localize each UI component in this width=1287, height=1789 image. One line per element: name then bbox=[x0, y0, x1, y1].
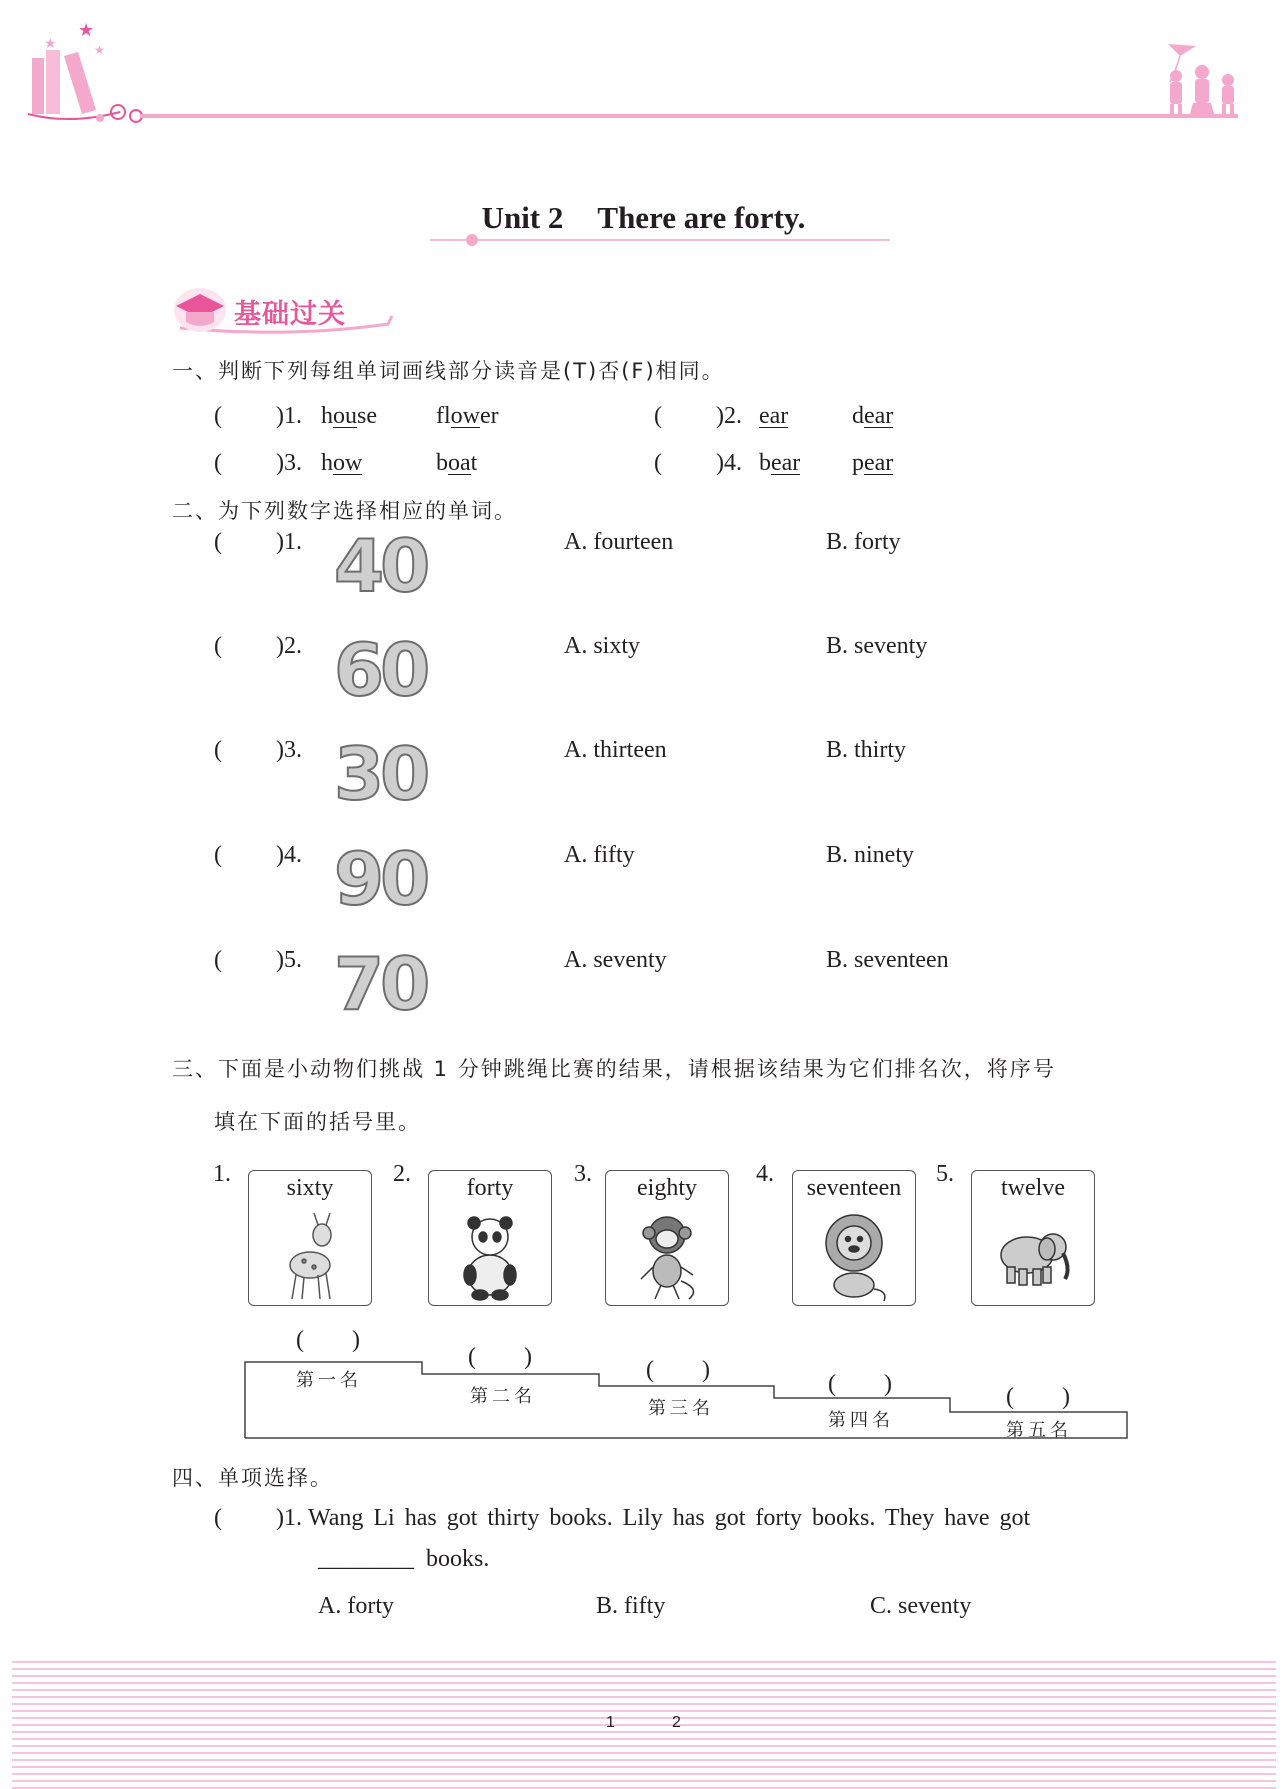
part4-option-a[interactable]: A. forty bbox=[318, 1593, 394, 1619]
answer-blank[interactable]: ( bbox=[214, 947, 222, 973]
part2-list bbox=[0, 524, 1287, 1028]
part3-heading-cont: 填在下面的括号里。 bbox=[214, 1110, 421, 1134]
option-a[interactable]: A. fifty bbox=[564, 842, 635, 868]
option-b[interactable]: B. ninety bbox=[826, 842, 914, 868]
number-graphic: 90 bbox=[334, 837, 427, 921]
answer-blank[interactable]: ( bbox=[654, 403, 662, 429]
animal-word: twelve bbox=[1001, 1175, 1065, 1201]
animal-word: sixty bbox=[286, 1175, 334, 1201]
animal-word: forty bbox=[466, 1175, 514, 1201]
podium-rank-3: 第三名 bbox=[648, 1398, 714, 1419]
answer-blank[interactable]: ( bbox=[214, 633, 222, 659]
answer-blank[interactable]: ( bbox=[214, 842, 222, 868]
number-graphic: 70 bbox=[334, 942, 427, 1026]
podium-rank-2: 第二名 bbox=[470, 1386, 536, 1407]
part4-question-1: ( )1. Wang Li has got thirty books. Lily has got forty books. They have got bbox=[214, 1505, 1031, 1531]
answer-blank[interactable]: ( bbox=[214, 529, 222, 555]
animal-word: eighty bbox=[637, 1175, 697, 1201]
part1-item-2: ( )2. ear dear bbox=[654, 403, 894, 429]
podium-blank-5[interactable]: ( ) bbox=[1006, 1384, 1070, 1410]
animal-card-1 bbox=[248, 1170, 372, 1306]
part2-item-3: ( )3. 30 A. thirteen B. thirty bbox=[214, 732, 907, 816]
footer-band bbox=[12, 1656, 1276, 1789]
part3-heading: 三、下面是小动物们挑战 1 分钟跳绳比赛的结果，请根据该结果为它们排名次，将序号 bbox=[172, 1057, 1056, 1081]
part1-item-3: ( )3. how boat bbox=[214, 450, 478, 476]
animal-num-5: 5. bbox=[936, 1161, 954, 1187]
part2-heading: 二、为下列数字选择相应的单词。 bbox=[172, 499, 517, 523]
number-graphic: 40 bbox=[334, 524, 427, 608]
option-a[interactable]: A. fourteen bbox=[564, 529, 674, 555]
answer-blank[interactable]: ( bbox=[214, 737, 222, 763]
answer-blank[interactable]: ( bbox=[214, 1505, 222, 1531]
option-b[interactable]: B. seventy bbox=[826, 633, 928, 659]
option-b[interactable]: B. forty bbox=[826, 529, 901, 555]
question-text: Wang Li has got thirty books. Lily has got forty books. They have got bbox=[308, 1505, 1031, 1531]
section-banner bbox=[170, 282, 400, 334]
monkey-icon bbox=[627, 1209, 707, 1301]
panda-icon bbox=[450, 1209, 530, 1301]
podium-blank-3[interactable]: ( ) bbox=[646, 1357, 710, 1383]
part4-option-c[interactable]: C. seventy bbox=[870, 1593, 972, 1619]
animal-num-2: 2. bbox=[393, 1161, 411, 1187]
section-banner-text: 基础过关 bbox=[234, 299, 346, 330]
title-text: There are forty. bbox=[597, 200, 806, 235]
option-b[interactable]: B. seventeen bbox=[826, 947, 949, 973]
part2-item-5: ( )5. 70 A. seventy B. seventeen bbox=[214, 942, 949, 1026]
svg-text:★: ★ bbox=[94, 43, 105, 57]
option-a[interactable]: A. seventy bbox=[564, 947, 667, 973]
fill-blank[interactable]: ________ bbox=[318, 1546, 414, 1572]
svg-text:★: ★ bbox=[78, 20, 95, 40]
answer-blank[interactable]: ( bbox=[214, 403, 222, 429]
podium-blank-1[interactable]: ( ) bbox=[296, 1327, 360, 1353]
animal-card-3 bbox=[605, 1170, 729, 1306]
page-number-right: 2 bbox=[672, 1714, 681, 1731]
option-a[interactable]: A. sixty bbox=[564, 633, 641, 659]
animal-card-4 bbox=[792, 1170, 916, 1306]
option-a[interactable]: A. thirteen bbox=[564, 737, 667, 763]
number-graphic: 30 bbox=[334, 732, 427, 816]
part4-option-b[interactable]: B. fifty bbox=[596, 1593, 666, 1619]
answer-blank[interactable]: ( bbox=[214, 450, 222, 476]
svg-text:★: ★ bbox=[44, 37, 57, 52]
part4-question-1-line2: ________ books. bbox=[318, 1546, 490, 1572]
title-underline bbox=[430, 232, 890, 248]
animal-word: seventeen bbox=[806, 1175, 902, 1201]
animal-num-3: 3. bbox=[574, 1161, 592, 1187]
part4-heading: 四、单项选择。 bbox=[172, 1466, 333, 1490]
answer-blank[interactable]: ( bbox=[654, 450, 662, 476]
animal-card-5 bbox=[971, 1170, 1095, 1306]
animal-num-1: 1. bbox=[213, 1161, 231, 1187]
children-kite-icon bbox=[1168, 44, 1234, 114]
part1-item-1: ( )1. house flower bbox=[214, 403, 499, 429]
animal-card-2 bbox=[428, 1170, 552, 1306]
podium-rank-5: 第五名 bbox=[1006, 1420, 1072, 1441]
option-b[interactable]: B. thirty bbox=[826, 737, 907, 763]
part1-heading: 一、判断下列每组单词画线部分读音是(T)否(F)相同。 bbox=[172, 359, 725, 383]
header-book-flower-icon bbox=[0, 0, 1287, 140]
number-graphic: 60 bbox=[334, 628, 427, 712]
unit-label: Unit 2 bbox=[481, 200, 564, 235]
podium-blank-4[interactable]: ( ) bbox=[828, 1371, 892, 1397]
deer-icon bbox=[270, 1209, 350, 1301]
page-number-left: 1 bbox=[606, 1714, 615, 1731]
page-title bbox=[0, 200, 1287, 236]
animal-num-4: 4. bbox=[756, 1161, 774, 1187]
podium-blank-2[interactable]: ( ) bbox=[468, 1344, 532, 1370]
part1-item-4: ( )4. bear pear bbox=[654, 450, 894, 476]
lion-icon bbox=[814, 1209, 894, 1301]
part2-item-1: ( )1. 40 A. fourteen B. forty bbox=[214, 524, 901, 608]
header-decoration bbox=[0, 0, 1287, 140]
podium-rank-4: 第四名 bbox=[828, 1410, 894, 1431]
part2-item-2: ( )2. 60 A. sixty B. seventy bbox=[214, 628, 928, 712]
podium-rank-1: 第一名 bbox=[296, 1370, 362, 1391]
part2-item-4: ( )4. 90 A. fifty B. ninety bbox=[214, 837, 914, 921]
elephant-icon bbox=[993, 1209, 1073, 1301]
